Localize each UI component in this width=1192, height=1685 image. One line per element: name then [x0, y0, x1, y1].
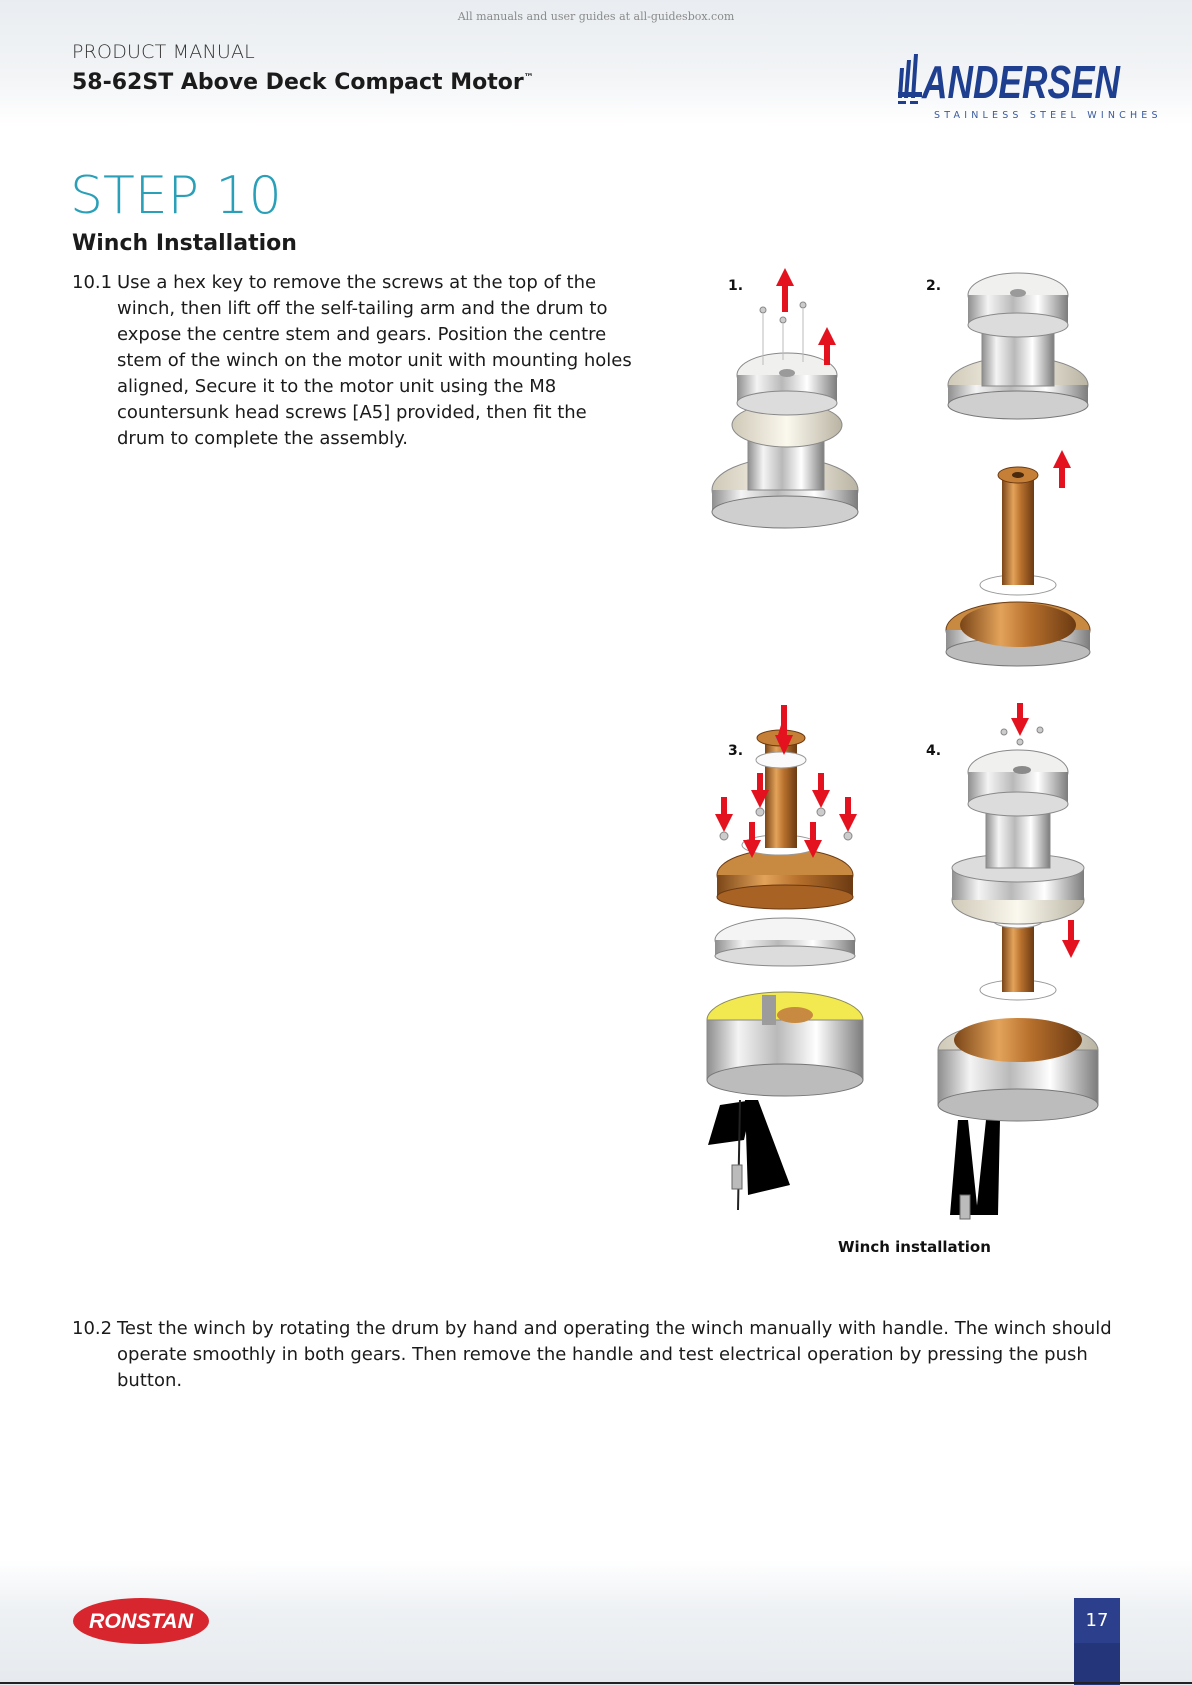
section-title: Winch Installation: [72, 231, 297, 256]
panel-label-4: 4.: [926, 743, 942, 759]
watermark: All manuals and user guides at all-guidesbox.com: [457, 10, 735, 23]
bottom-rule: [0, 1682, 1192, 1684]
step-title: STEP 10: [70, 166, 282, 226]
instruction-text: Use a hex key to remove the screws at the top of the winch, then lift off the self-tailing arm and the drum to expose the centre stem and gears. Position the centre stem of the winch on the motor unit with mounting holes aligned, Secure it to the motor unit using the M8 countersunk head screws [A5] provided, then fit the drum to complete the assembly.: [117, 272, 632, 449]
svg-text:RONSTAN: RONSTAN: [89, 1610, 194, 1633]
panel-4-illustration: [938, 703, 1098, 1219]
panel-2-illustration: [946, 273, 1090, 666]
trademark-mark: ™: [523, 72, 534, 84]
page-number: 17: [1085, 1610, 1109, 1631]
instruction-text: Test the winch by rotating the drum by hand and operating the winch manually with handle. The winch should operate smoothly in both gears. Then remove the handle and test electrical operation by pressing the push button.: [117, 1318, 1112, 1391]
product-title: [72, 70, 534, 95]
svg-text:STAINLESS STEEL WINCHES: STAINLESS STEEL WINCHES: [934, 110, 1162, 121]
instruction-number: 10.1: [72, 272, 113, 293]
figure-caption: Winch installation: [838, 1238, 991, 1256]
panel-label-1: 1.: [728, 278, 744, 294]
winch-installation-figure: [700, 260, 1120, 1230]
manual-label: PRODUCT MANUAL: [72, 41, 255, 63]
instruction-number: 10.2: [72, 1318, 113, 1339]
panel-3-illustration: [707, 705, 863, 1210]
ronstan-logo: [72, 1597, 210, 1645]
page-number-box: [1074, 1598, 1120, 1685]
product-title-text: 58-62ST Above Deck Compact Motor: [72, 70, 524, 95]
panel-label-3: 3.: [728, 743, 744, 759]
svg-text:ANDERSEN: ANDERSEN: [921, 56, 1121, 108]
panel-label-2: 2.: [926, 278, 942, 294]
panel-1-illustration: [712, 268, 858, 528]
page-box-lower: [1074, 1643, 1120, 1685]
andersen-logo: [898, 54, 1162, 122]
